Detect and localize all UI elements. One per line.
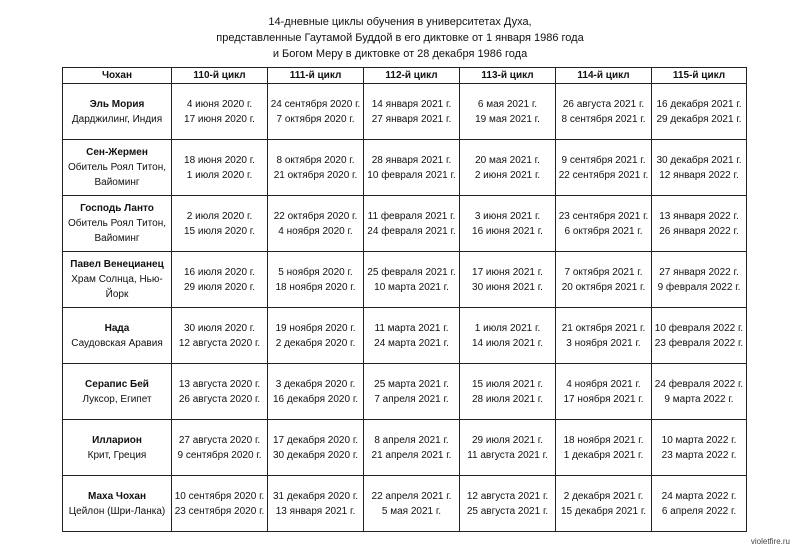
cycle-cell	[364, 476, 460, 532]
title-line-3: и Богом Меру в диктовке от 28 декабря 1986 года	[272, 48, 528, 60]
cycle-end-date: 22 сентября 2021 г.	[558, 169, 649, 181]
cycle-cell	[268, 84, 364, 140]
cycle-end-date: 30 июня 2021 г.	[472, 281, 543, 293]
cycle-end-date: 25 августа 2021 г.	[466, 505, 549, 517]
cycle-end-date: 17 июня 2020 г.	[184, 113, 255, 125]
watermark: violetfire.ru	[750, 537, 790, 546]
cycle-start-date: 10 сентября 2020 г.	[174, 490, 265, 502]
cycle-end-date: 21 октября 2020 г.	[273, 169, 358, 181]
cycle-cell	[460, 420, 556, 476]
cycle-start-date: 24 февраля 2022 г.	[654, 378, 744, 390]
cycle-start-date: 17 декабря 2020 г.	[272, 434, 359, 446]
cycle-end-date: 13 января 2021 г.	[275, 505, 356, 517]
cycle-start-date: 18 ноября 2021 г.	[563, 434, 644, 446]
cycle-cell	[556, 196, 652, 252]
cycle-start-date: 22 октября 2020 г.	[273, 210, 358, 222]
cycle-start-date: 1 июля 2021 г.	[474, 322, 541, 334]
column-header-cycle-112: 112-й цикл	[364, 68, 460, 84]
cycle-end-date: 9 сентября 2020 г.	[177, 449, 262, 461]
cycle-end-date: 18 ноября 2020 г.	[275, 281, 356, 293]
cycle-end-date: 12 января 2022 г.	[659, 169, 739, 181]
cycle-cell	[652, 140, 747, 196]
chohan-location: Обитель Роял Титон, Вайоминг	[67, 218, 167, 244]
cycle-start-date: 14 января 2021 г.	[371, 98, 452, 110]
cycle-start-date: 17 июня 2021 г.	[472, 266, 543, 278]
table-row	[63, 364, 747, 420]
table-row	[63, 84, 747, 140]
cycle-cell	[364, 196, 460, 252]
cycle-start-date: 10 марта 2022 г.	[661, 434, 737, 446]
cycle-cell	[460, 196, 556, 252]
cycle-end-date: 8 сентября 2021 г.	[561, 113, 646, 125]
chohan-location: Цейлон (Шри-Ланка)	[68, 505, 166, 517]
chohan-location: Саудовская Аравия	[71, 337, 163, 349]
cycle-end-date: 24 февраля 2021 г.	[367, 225, 456, 237]
chohan-name: Сен-Жермен	[86, 147, 148, 158]
cycle-end-date: 10 марта 2021 г.	[374, 281, 449, 293]
cycle-end-date: 11 августа 2021 г.	[467, 449, 548, 461]
column-header-cycle-113: 113-й цикл	[460, 68, 556, 84]
cycle-start-date: 30 декабря 2021 г.	[656, 154, 742, 166]
cycle-cell	[172, 252, 268, 308]
chohan-name: Господь Ланто	[80, 203, 154, 214]
cycle-start-date: 24 марта 2022 г.	[661, 490, 737, 502]
cycle-end-date: 1 декабря 2021 г.	[563, 449, 644, 461]
cycle-cell	[268, 420, 364, 476]
cycle-start-date: 6 мая 2021 г.	[477, 98, 538, 110]
cycle-start-date: 12 августа 2021 г.	[466, 490, 549, 502]
cycle-cell	[364, 308, 460, 364]
cycle-start-date: 25 февраля 2021 г.	[367, 266, 456, 278]
cycle-start-date: 29 июля 2021 г.	[471, 434, 544, 446]
cycle-cell	[364, 364, 460, 420]
cycle-start-date: 30 июля 2020 г.	[183, 322, 256, 334]
cycle-start-date: 27 января 2022 г.	[659, 266, 739, 278]
cycle-end-date: 21 апреля 2021 г.	[371, 449, 452, 461]
chohan-location: Обитель Роял Титон, Вайоминг	[67, 162, 167, 188]
cycle-end-date: 16 июня 2021 г.	[472, 225, 543, 237]
column-header-chohan: Чохан	[63, 68, 172, 84]
cycle-cell	[364, 84, 460, 140]
chohan-cell	[63, 252, 172, 308]
cycle-cell	[652, 252, 747, 308]
cycle-start-date: 15 июля 2021 г.	[471, 378, 544, 390]
cycle-cell	[172, 196, 268, 252]
cycle-end-date: 3 ноября 2021 г.	[566, 337, 641, 349]
cycle-cell	[364, 420, 460, 476]
cycle-cell	[652, 476, 747, 532]
chohan-location: Храм Солнца, Нью-Йорк	[71, 274, 163, 300]
cycle-end-date: 19 мая 2021 г.	[475, 113, 540, 125]
cycle-end-date: 6 октября 2021 г.	[564, 225, 643, 237]
cycle-end-date: 9 февраля 2022 г.	[657, 281, 741, 293]
cycle-end-date: 16 декабря 2020 г.	[272, 393, 359, 405]
table-row	[63, 476, 747, 532]
cycle-end-date: 2 июня 2021 г.	[474, 169, 541, 181]
chohan-name: Нада	[104, 322, 130, 334]
cycle-end-date: 7 апреля 2021 г.	[374, 393, 449, 405]
cycle-start-date: 7 октября 2021 г.	[564, 266, 643, 278]
cycle-cell	[652, 84, 747, 140]
cycle-cell	[268, 140, 364, 196]
cycle-cell	[460, 140, 556, 196]
column-header-cycle-110: 110-й цикл	[172, 68, 268, 84]
document-title	[0, 14, 800, 62]
cycle-cell	[556, 308, 652, 364]
cycle-cell	[460, 476, 556, 532]
cycle-start-date: 13 января 2022 г.	[659, 210, 739, 222]
cycle-end-date: 5 мая 2021 г.	[381, 505, 442, 517]
chohan-name: Илларион	[92, 434, 142, 446]
table-row	[63, 252, 747, 308]
cycle-start-date: 27 августа 2020 г.	[178, 434, 261, 446]
chohan-cell	[63, 420, 172, 476]
cycle-start-date: 2 июля 2020 г.	[186, 210, 253, 222]
chohan-cell	[63, 308, 172, 364]
cycle-start-date: 18 июня 2020 г.	[184, 154, 255, 166]
cycle-end-date: 4 ноября 2020 г.	[278, 225, 353, 237]
cycle-cell	[556, 252, 652, 308]
cycle-start-date: 21 октября 2021 г.	[561, 322, 646, 334]
cycle-end-date: 1 июля 2020 г.	[186, 169, 253, 181]
cycle-end-date: 15 декабря 2021 г.	[560, 505, 647, 517]
title-line-1: 14-дневные циклы обучения в университетах Духа,	[268, 16, 532, 28]
cycle-start-date: 3 июня 2021 г.	[474, 210, 541, 222]
cycle-end-date: 14 июля 2021 г.	[471, 337, 544, 349]
chohan-location: Дарджилинг, Индия	[71, 113, 163, 125]
cycle-end-date: 27 января 2021 г.	[371, 113, 452, 125]
column-header-cycle-114: 114-й цикл	[556, 68, 652, 84]
cycle-end-date: 7 октября 2020 г.	[276, 113, 355, 125]
chohan-cell	[63, 364, 172, 420]
cycle-end-date: 6 апреля 2022 г.	[661, 505, 737, 517]
cycle-cell	[556, 140, 652, 196]
cycle-cell	[460, 84, 556, 140]
cycle-cell	[652, 420, 747, 476]
cycle-cell	[172, 364, 268, 420]
cycle-start-date: 31 декабря 2020 г.	[272, 490, 359, 502]
cycle-cell	[364, 140, 460, 196]
cycle-start-date: 25 марта 2021 г.	[374, 378, 449, 390]
chohan-cell	[63, 84, 172, 140]
cycle-cell	[268, 364, 364, 420]
cycle-cell	[460, 308, 556, 364]
cycle-start-date: 13 августа 2020 г.	[178, 378, 261, 390]
cycle-start-date: 24 сентября 2020 г.	[270, 98, 361, 110]
cycle-cell	[172, 308, 268, 364]
cycle-start-date: 28 января 2021 г.	[371, 154, 452, 166]
cycle-start-date: 4 ноября 2021 г.	[566, 378, 641, 390]
cycle-end-date: 28 июля 2021 г.	[471, 393, 544, 405]
cycle-cell	[268, 196, 364, 252]
cycle-end-date: 26 августа 2020 г.	[178, 393, 261, 405]
cycle-end-date: 24 марта 2021 г.	[374, 337, 449, 349]
cycle-start-date: 8 апреля 2021 г.	[374, 434, 449, 446]
cycle-end-date: 26 января 2022 г.	[659, 225, 739, 237]
cycle-start-date: 16 июля 2020 г.	[183, 266, 256, 278]
cycle-cell	[652, 364, 747, 420]
cycle-end-date: 29 декабря 2021 г.	[656, 113, 742, 125]
cycle-start-date: 2 декабря 2021 г.	[563, 490, 644, 502]
cycle-end-date: 30 декабря 2020 г.	[272, 449, 359, 461]
cycle-end-date: 17 ноября 2021 г.	[563, 393, 644, 405]
cycle-cell	[268, 308, 364, 364]
cycle-start-date: 4 июня 2020 г.	[186, 98, 253, 110]
cycle-cell	[556, 476, 652, 532]
cycle-cell	[172, 84, 268, 140]
chohan-name: Серапис Бей	[85, 378, 149, 390]
chohan-location: Луксор, Египет	[82, 393, 152, 405]
cycle-start-date: 3 декабря 2020 г.	[275, 378, 356, 390]
cycle-end-date: 9 марта 2022 г.	[664, 393, 734, 405]
cycle-start-date: 16 декабря 2021 г.	[656, 98, 742, 110]
table-row	[63, 308, 747, 364]
cycle-cell	[268, 476, 364, 532]
cycle-end-date: 20 октября 2021 г.	[561, 281, 646, 293]
cycle-start-date: 19 ноября 2020 г.	[275, 322, 356, 334]
column-header-cycle-111: 111-й цикл	[268, 68, 364, 84]
cycle-start-date: 10 февраля 2022 г.	[654, 322, 744, 334]
cycle-cell	[268, 252, 364, 308]
cycle-cell	[460, 364, 556, 420]
cycles-table	[62, 67, 747, 532]
cycle-start-date: 8 октября 2020 г.	[276, 154, 355, 166]
cycle-start-date: 23 сентября 2021 г.	[558, 210, 649, 222]
cycle-end-date: 23 сентября 2020 г.	[174, 505, 265, 517]
cycle-cell	[556, 420, 652, 476]
cycle-cell	[652, 196, 747, 252]
cycle-end-date: 15 июля 2020 г.	[183, 225, 256, 237]
cycle-cell	[172, 476, 268, 532]
cycle-cell	[172, 140, 268, 196]
cycle-cell	[556, 364, 652, 420]
table-row	[63, 420, 747, 476]
table-header-row	[63, 68, 747, 84]
chohan-location: Крит, Греция	[87, 449, 147, 461]
cycle-cell	[460, 252, 556, 308]
chohan-cell	[63, 476, 172, 532]
column-header-cycle-115: 115-й цикл	[652, 68, 747, 84]
cycle-cell	[364, 252, 460, 308]
cycle-start-date: 9 сентября 2021 г.	[561, 154, 646, 166]
cycle-cell	[556, 84, 652, 140]
cycle-end-date: 10 февраля 2021 г.	[367, 169, 456, 181]
chohan-cell	[63, 196, 172, 252]
cycle-start-date: 11 февраля 2021 г.	[367, 210, 456, 222]
chohan-name: Павел Венецианец	[70, 259, 164, 270]
cycle-start-date: 20 мая 2021 г.	[475, 154, 540, 166]
cycle-end-date: 12 августа 2020 г.	[178, 337, 261, 349]
cycle-start-date: 22 апреля 2021 г.	[371, 490, 452, 502]
cycle-start-date: 11 марта 2021 г.	[374, 322, 449, 334]
cycle-cell	[172, 420, 268, 476]
cycle-end-date: 23 февраля 2022 г.	[654, 337, 744, 349]
cycle-end-date: 2 декабря 2020 г.	[275, 337, 356, 349]
title-line-2: представленные Гаутамой Буддой в его диктовке от 1 января 1986 года	[216, 32, 584, 44]
table-row	[63, 140, 747, 196]
cycle-start-date: 26 августа 2021 г.	[562, 98, 645, 110]
cycle-end-date: 29 июля 2020 г.	[183, 281, 256, 293]
cycle-start-date: 5 ноября 2020 г.	[278, 266, 353, 278]
chohan-name: Маха Чохан	[88, 490, 146, 502]
cycle-end-date: 23 марта 2022 г.	[661, 449, 737, 461]
table-row	[63, 196, 747, 252]
chohan-cell	[63, 140, 172, 196]
chohan-name: Эль Мория	[89, 98, 145, 110]
cycle-cell	[652, 308, 747, 364]
